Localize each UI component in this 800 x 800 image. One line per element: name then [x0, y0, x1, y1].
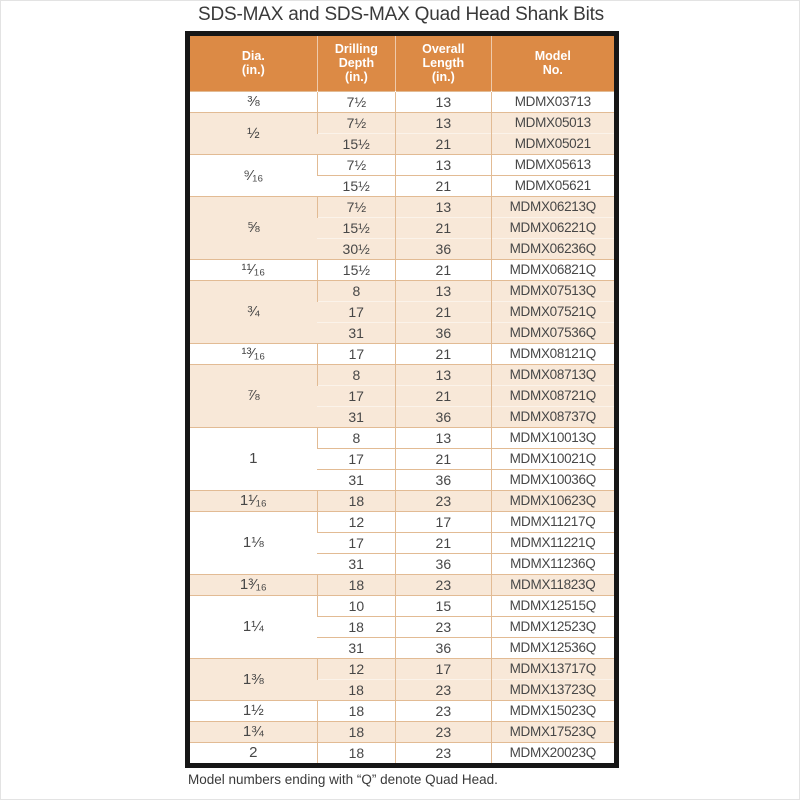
table-row	[190, 259, 614, 280]
cell-overall-length: 36	[396, 406, 491, 427]
cell-drilling-depth: 31	[317, 469, 395, 490]
cell-model-no: MDMX05013	[491, 112, 614, 133]
cell-model-no: MDMX03713	[491, 91, 614, 112]
cell-model-no: MDMX13717Q	[491, 658, 614, 679]
cell-drilling-depth: 7½	[317, 91, 395, 112]
cell-drilling-depth: 18	[317, 721, 395, 742]
cell-overall-length: 23	[396, 721, 491, 742]
cell-dia: 1¹⁄₁₆	[190, 490, 317, 511]
cell-drilling-depth: 17	[317, 532, 395, 553]
cell-model-no: MDMX17523Q	[491, 721, 614, 742]
cell-model-no: MDMX08121Q	[491, 343, 614, 364]
cell-drilling-depth: 15½	[317, 175, 395, 196]
cell-drilling-depth: 18	[317, 679, 395, 700]
table-row	[190, 490, 614, 511]
cell-model-no: MDMX10021Q	[491, 448, 614, 469]
cell-drilling-depth: 8	[317, 427, 395, 448]
cell-model-no: MDMX12536Q	[491, 637, 614, 658]
cell-overall-length: 21	[396, 385, 491, 406]
cell-overall-length: 36	[396, 238, 491, 259]
cell-model-no: MDMX08713Q	[491, 364, 614, 385]
cell-overall-length: 21	[396, 217, 491, 238]
cell-dia: 1½	[190, 700, 317, 721]
cell-overall-length: 21	[396, 301, 491, 322]
spec-table-header	[190, 36, 614, 91]
cell-drilling-depth: 17	[317, 385, 395, 406]
table-row	[190, 511, 614, 532]
cell-drilling-depth: 30½	[317, 238, 395, 259]
spec-table	[190, 36, 614, 763]
table-row	[190, 91, 614, 112]
cell-overall-length: 36	[396, 322, 491, 343]
cell-dia: ¹¹⁄₁₆	[190, 259, 317, 280]
header-line: (in.)	[431, 70, 455, 85]
cell-overall-length: 23	[396, 700, 491, 721]
table-row	[190, 280, 614, 301]
header-line: (in.)	[344, 70, 368, 85]
cell-drilling-depth: 18	[317, 490, 395, 511]
table-row	[190, 364, 614, 385]
cell-overall-length: 13	[396, 196, 491, 217]
cell-overall-length: 23	[396, 616, 491, 637]
cell-overall-length: 23	[396, 490, 491, 511]
cell-drilling-depth: 31	[317, 322, 395, 343]
cell-overall-length: 23	[396, 574, 491, 595]
cell-dia: ⅝	[190, 196, 317, 259]
header-line: Dia.	[241, 48, 265, 63]
cell-drilling-depth: 12	[317, 658, 395, 679]
cell-drilling-depth: 7½	[317, 196, 395, 217]
cell-overall-length: 13	[396, 364, 491, 385]
cell-model-no: MDMX07521Q	[491, 301, 614, 322]
table-row	[190, 658, 614, 679]
cell-model-no: MDMX05613	[491, 154, 614, 175]
cell-model-no: MDMX05021	[491, 133, 614, 154]
cell-model-no: MDMX06221Q	[491, 217, 614, 238]
cell-dia: ⁹⁄₁₆	[190, 154, 317, 196]
cell-overall-length: 23	[396, 679, 491, 700]
table-row	[190, 343, 614, 364]
table-row	[190, 742, 614, 763]
cell-drilling-depth: 15½	[317, 259, 395, 280]
header-line: Model	[534, 48, 571, 63]
cell-overall-length: 13	[396, 280, 491, 301]
cell-drilling-depth: 12	[317, 511, 395, 532]
cell-dia: ⅜	[190, 91, 317, 112]
col-header-model-no	[491, 36, 614, 91]
cell-model-no: MDMX06821Q	[491, 259, 614, 280]
header-line: Drilling	[334, 41, 378, 56]
header-row	[190, 36, 614, 91]
cell-overall-length: 21	[396, 532, 491, 553]
cell-overall-length: 13	[396, 91, 491, 112]
cell-dia: ¹³⁄₁₆	[190, 343, 317, 364]
cell-model-no: MDMX11823Q	[491, 574, 614, 595]
cell-model-no: MDMX10013Q	[491, 427, 614, 448]
cell-model-no: MDMX20023Q	[491, 742, 614, 763]
cell-model-no: MDMX10623Q	[491, 490, 614, 511]
col-header-drilling-depth	[317, 36, 395, 91]
cell-model-no: MDMX07513Q	[491, 280, 614, 301]
cell-overall-length: 17	[396, 511, 491, 532]
cell-overall-length: 13	[396, 112, 491, 133]
cell-model-no: MDMX10036Q	[491, 469, 614, 490]
cell-overall-length: 21	[396, 133, 491, 154]
table-row	[190, 595, 614, 616]
cell-drilling-depth: 31	[317, 406, 395, 427]
cell-dia: 1⅛	[190, 511, 317, 574]
cell-overall-length: 21	[396, 343, 491, 364]
cell-overall-length: 21	[396, 259, 491, 280]
cell-model-no: MDMX07536Q	[491, 322, 614, 343]
cell-drilling-depth: 31	[317, 637, 395, 658]
cell-drilling-depth: 10	[317, 595, 395, 616]
cell-overall-length: 15	[396, 595, 491, 616]
cell-dia: 1¼	[190, 595, 317, 658]
page-title: SDS-MAX and SDS-MAX Quad Head Shank Bits	[198, 4, 604, 25]
cell-model-no: MDMX08737Q	[491, 406, 614, 427]
header-line: Length	[422, 56, 465, 71]
cell-model-no: MDMX12515Q	[491, 595, 614, 616]
table-row	[190, 196, 614, 217]
cell-model-no: MDMX11217Q	[491, 511, 614, 532]
cell-overall-length: 36	[396, 637, 491, 658]
cell-model-no: MDMX11221Q	[491, 532, 614, 553]
cell-dia: 1¾	[190, 721, 317, 742]
table-row	[190, 721, 614, 742]
cell-overall-length: 21	[396, 175, 491, 196]
cell-drilling-depth: 31	[317, 553, 395, 574]
header-line: Overall	[422, 41, 465, 56]
cell-drilling-depth: 7½	[317, 112, 395, 133]
spec-table-frame	[185, 31, 619, 768]
cell-drilling-depth: 8	[317, 364, 395, 385]
cell-model-no: MDMX13723Q	[491, 679, 614, 700]
cell-overall-length: 17	[396, 658, 491, 679]
header-line: No.	[542, 63, 563, 78]
cell-drilling-depth: 15½	[317, 217, 395, 238]
header-line: Depth	[338, 56, 375, 71]
table-row	[190, 154, 614, 175]
cell-dia: 1³⁄₁₆	[190, 574, 317, 595]
table-row	[190, 574, 614, 595]
cell-model-no: MDMX06236Q	[491, 238, 614, 259]
cell-model-no: MDMX05621	[491, 175, 614, 196]
col-header-dia	[190, 36, 317, 91]
cell-dia: 2	[190, 742, 317, 763]
cell-overall-length: 23	[396, 742, 491, 763]
cell-dia: 1	[190, 427, 317, 490]
cell-drilling-depth: 17	[317, 301, 395, 322]
cell-model-no: MDMX06213Q	[491, 196, 614, 217]
spec-table-body	[190, 91, 614, 763]
cell-drilling-depth: 8	[317, 280, 395, 301]
col-header-overall-length	[396, 36, 491, 91]
cell-overall-length: 36	[396, 553, 491, 574]
table-row	[190, 112, 614, 133]
cell-dia: 1⅜	[190, 658, 317, 700]
cell-overall-length: 13	[396, 154, 491, 175]
cell-overall-length: 36	[396, 469, 491, 490]
cell-dia: ¾	[190, 280, 317, 343]
cell-overall-length: 13	[396, 427, 491, 448]
cell-drilling-depth: 18	[317, 574, 395, 595]
cell-dia: ⅞	[190, 364, 317, 427]
cell-drilling-depth: 17	[317, 343, 395, 364]
table-row	[190, 700, 614, 721]
header-line: (in.)	[241, 63, 265, 78]
cell-model-no: MDMX12523Q	[491, 616, 614, 637]
cell-drilling-depth: 18	[317, 616, 395, 637]
cell-dia: ½	[190, 112, 317, 154]
cell-model-no: MDMX15023Q	[491, 700, 614, 721]
cell-drilling-depth: 18	[317, 742, 395, 763]
cell-drilling-depth: 18	[317, 700, 395, 721]
cell-drilling-depth: 15½	[317, 133, 395, 154]
cell-drilling-depth: 17	[317, 448, 395, 469]
cell-model-no: MDMX08721Q	[491, 385, 614, 406]
cell-overall-length: 21	[396, 448, 491, 469]
table-row	[190, 427, 614, 448]
cell-drilling-depth: 7½	[317, 154, 395, 175]
footnote: Model numbers ending with “Q” denote Quad Head.	[188, 772, 498, 787]
cell-model-no: MDMX11236Q	[491, 553, 614, 574]
